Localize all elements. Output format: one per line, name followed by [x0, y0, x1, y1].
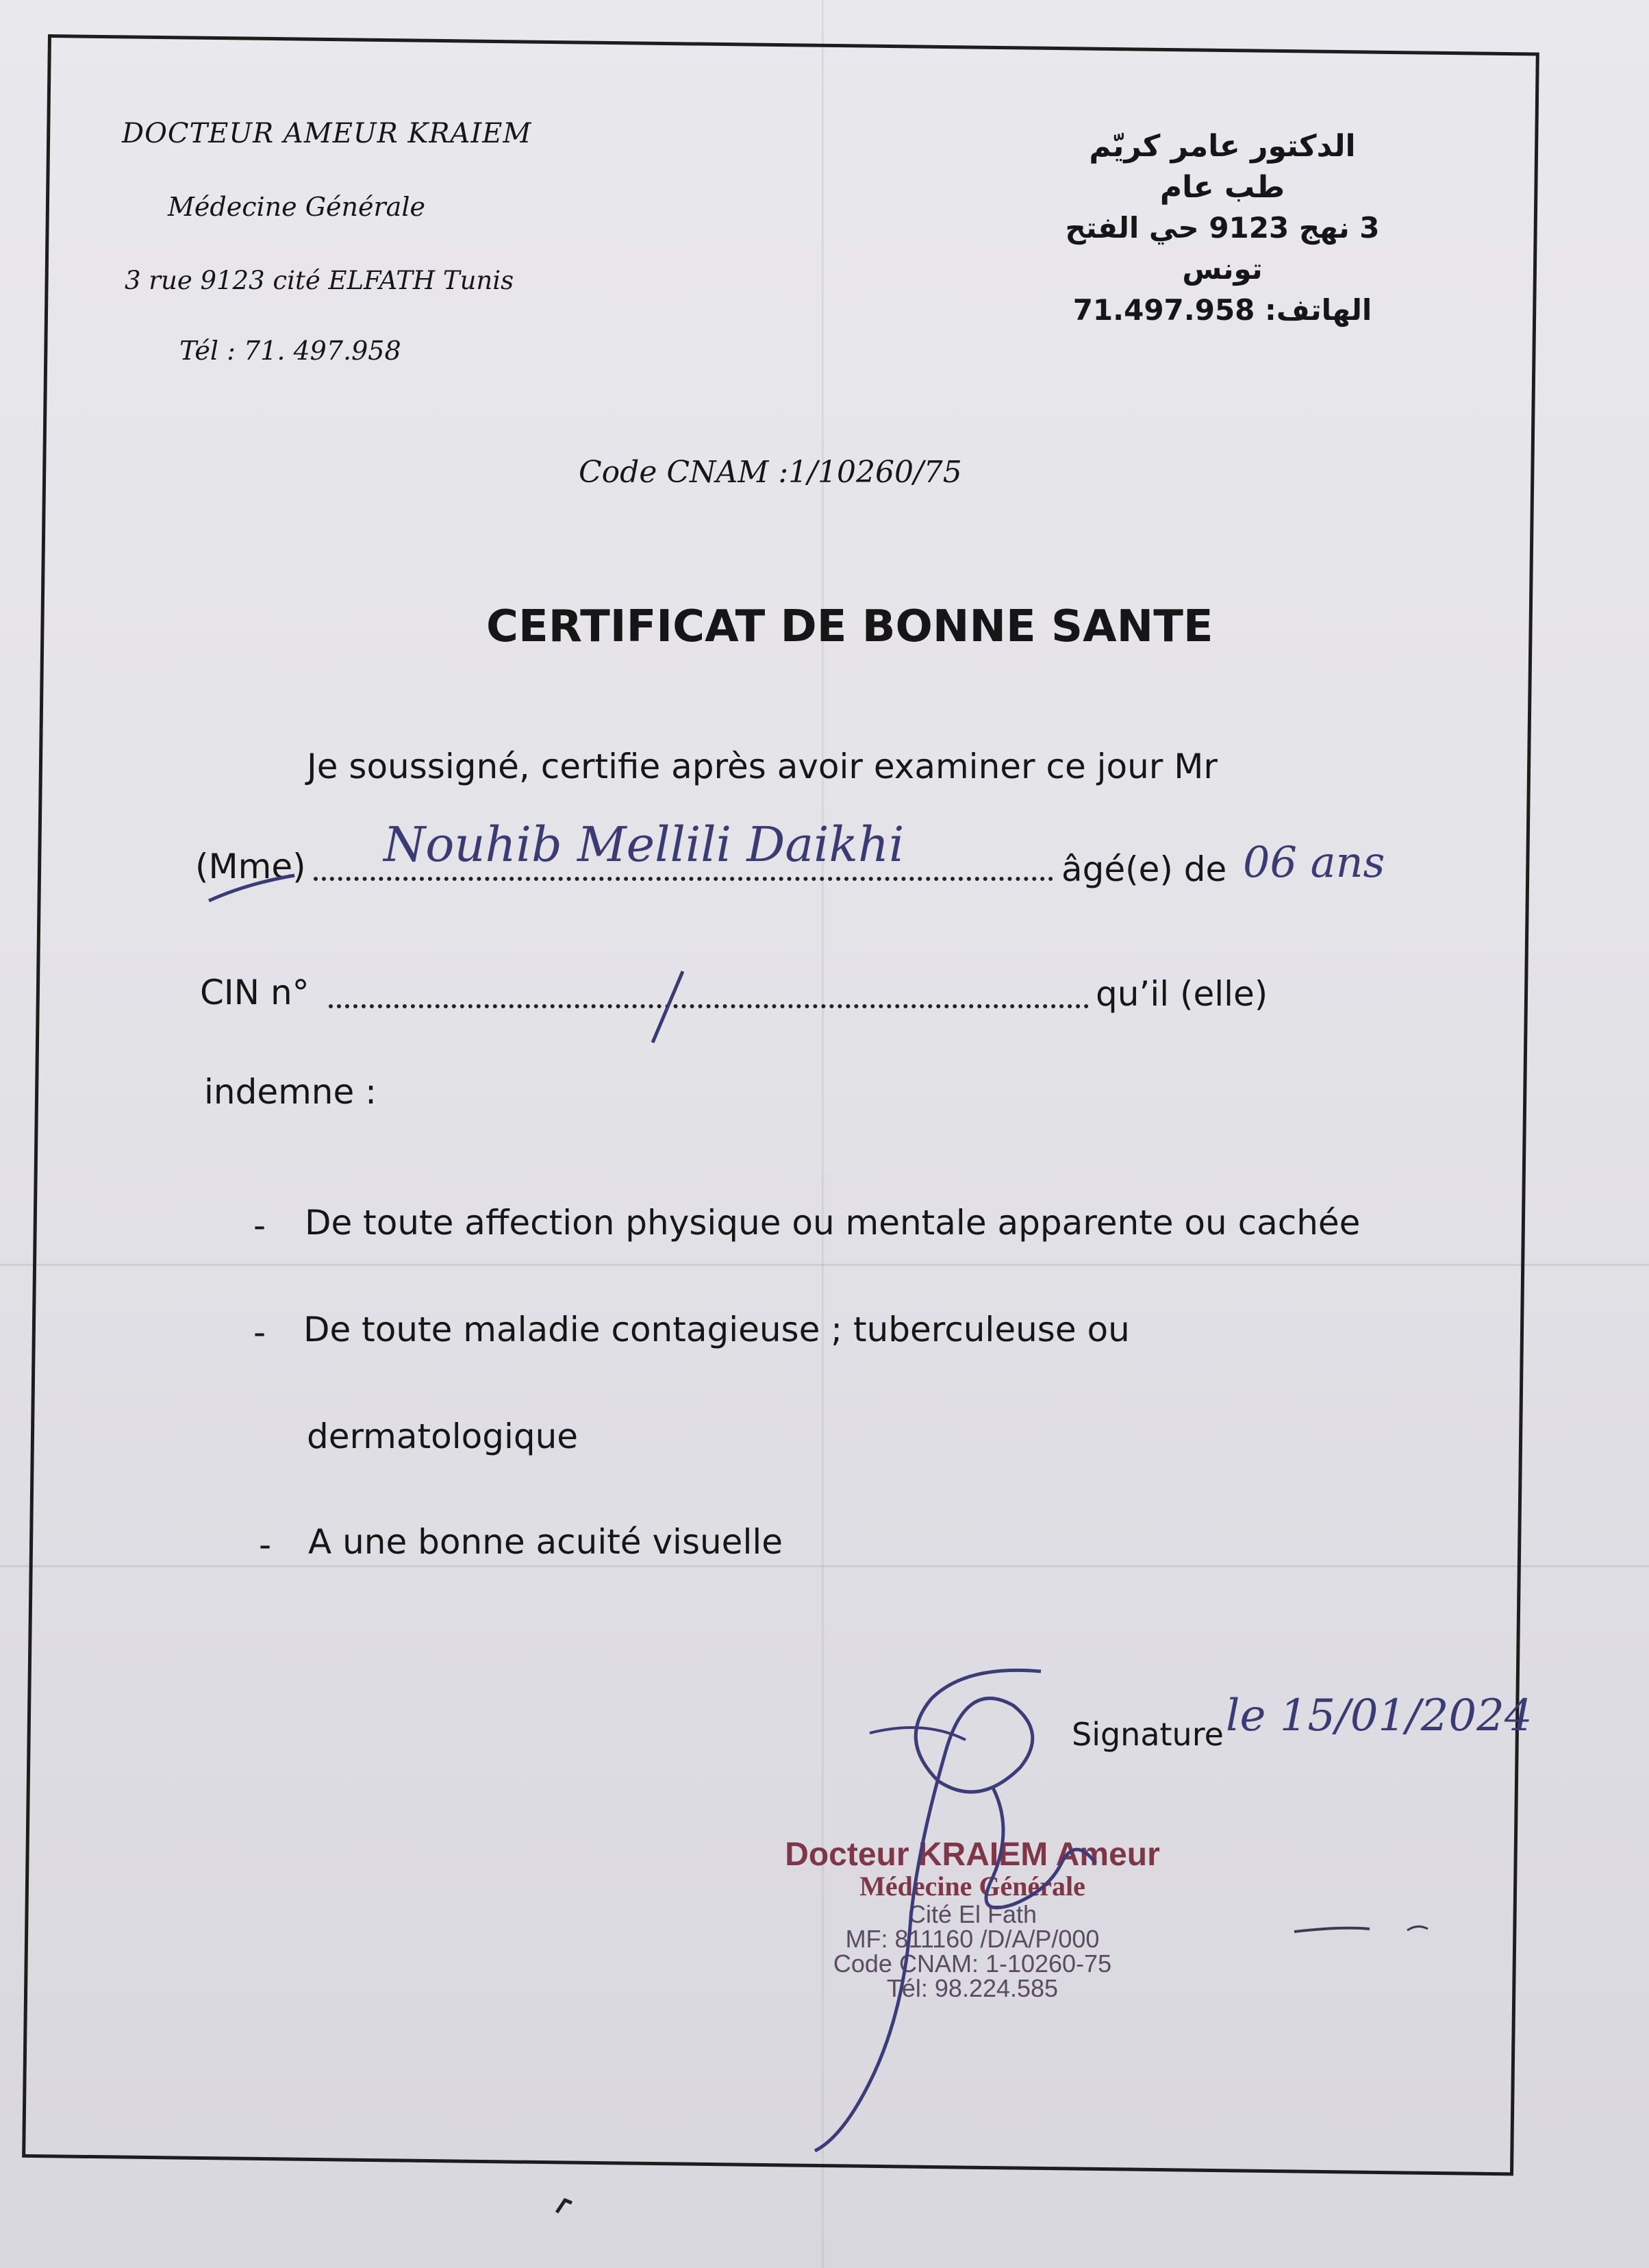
signature-date: le 15/01/2024: [1226, 1691, 1533, 1741]
strike-mark: [205, 870, 301, 904]
stamp-mf: MF: 811160 /D/A/P/000: [845, 1925, 1100, 1953]
signature-label: Signature: [1072, 1716, 1224, 1753]
cin-label: CIN n°: [200, 973, 310, 1012]
cnam-code: Code CNAM :1/10260/75: [579, 455, 962, 490]
stamp-cnam: Code CNAM: 1-10260-75: [833, 1949, 1112, 1978]
handwritten-signature: [788, 1658, 1144, 2165]
patient-name: Nouhib Mellili Daikhi: [383, 817, 905, 873]
patient-age: 06 ans: [1243, 837, 1385, 887]
specialty-fr: Médecine Générale: [168, 192, 425, 222]
cin-suffix: qu’il (elle): [1096, 974, 1268, 1014]
age-label: âgé(e) de: [1061, 849, 1227, 889]
bullet: -: [259, 1525, 272, 1565]
phone-ar: الهاتف: 71.497.958: [1072, 293, 1372, 327]
address-fr: 3 rue 9123 cité ELFATH Tunis: [125, 266, 514, 295]
prefix-label: (Mme): [195, 847, 306, 886]
intro-text: Je soussigné, certifie après avoir examiner ce jour Mr: [307, 747, 1218, 786]
list-item: dermatologique: [307, 1417, 579, 1456]
list-item: De toute affection physique ou mentale apparente ou cachée: [305, 1203, 1361, 1243]
phone-fr: Tél : 71. 497.958: [179, 336, 401, 366]
stamp-phone: Tél: 98.224.585: [886, 1974, 1059, 2002]
doctor-name-ar: الدكتور عامر كريّم: [1089, 129, 1356, 164]
bullet: -: [253, 1312, 266, 1352]
cin-slash-mark: [640, 966, 695, 1048]
stamp-address: Cité El Fath: [907, 1900, 1037, 1928]
stray-pen-mark: [1287, 1911, 1452, 1952]
stamp-doctor-name: Docteur KRAIEM Ameur: [785, 1836, 1160, 1873]
city-ar: تونس: [1182, 252, 1263, 286]
list-item: A une bonne acuité visuelle: [308, 1522, 783, 1562]
cin-dotted-line: [329, 990, 1089, 1008]
bullet: -: [253, 1206, 266, 1245]
indemne-label: indemne :: [204, 1072, 377, 1112]
stray-pen-mark: [551, 2192, 579, 2219]
address-ar: 3 نهج 9123 حي الفتح: [1065, 211, 1380, 245]
list-item: De toute maladie contagieuse ; tuberculeuse ou: [303, 1310, 1130, 1349]
certificate-title: CERTIFICAT DE BONNE SANTE: [486, 601, 1213, 652]
specialty-ar: طب عام: [1159, 170, 1285, 205]
doctor-name-fr: DOCTEUR AMEUR KRAIEM: [122, 118, 532, 149]
stamp-specialty: Médecine Générale: [859, 1871, 1085, 1902]
